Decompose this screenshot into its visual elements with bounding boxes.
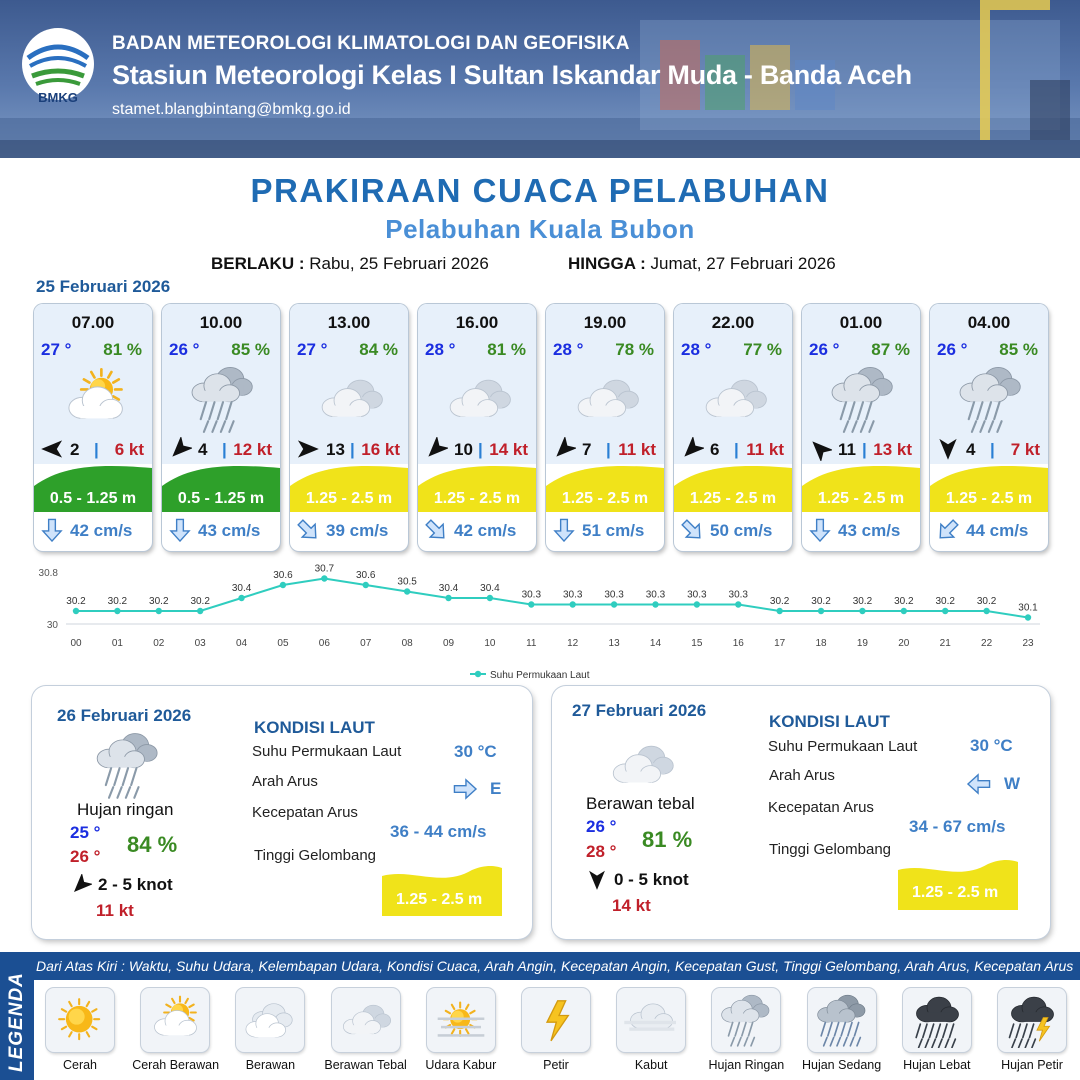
sst-point: [280, 582, 286, 588]
card-separator: |: [94, 440, 99, 459]
current-direction-icon: [424, 518, 448, 542]
day3-weather-icon: [604, 730, 680, 800]
card-humidity: 77 %: [743, 340, 782, 359]
x-tick-label: 15: [691, 638, 703, 649]
hujan-petir-icon: [1002, 992, 1062, 1048]
y-tick-label: 30.8: [38, 568, 58, 579]
card-separator: |: [478, 440, 483, 459]
legend-item-label: Petir: [543, 1058, 569, 1072]
berawan-tebal-icon: [312, 364, 390, 434]
valid-from-label: BERLAKU :: [211, 254, 305, 273]
forecast-card: [418, 304, 536, 551]
sst-point: [238, 595, 244, 601]
sst-point: [404, 588, 410, 594]
legend-item-label: Udara Kabur: [425, 1058, 497, 1072]
day3-temp-min: 26 °: [586, 817, 617, 836]
hujan-ringan-icon: [952, 364, 1030, 434]
day2-sst-value: 30 °C: [454, 742, 497, 761]
sst-data-label: 30.4: [480, 583, 500, 594]
legend-item-hujan-petir: [989, 988, 1075, 1072]
forecast-card: [546, 304, 664, 551]
legend-item-berawan-tebal: [323, 988, 409, 1072]
wind-direction-icon: [808, 437, 832, 461]
header-banner: [0, 0, 1080, 158]
forecast-card: [802, 304, 920, 551]
sst-point: [528, 601, 534, 607]
day2-kec-label: Kecepatan Arus: [252, 804, 358, 821]
udara-kabur-icon: [431, 992, 491, 1048]
x-tick-label: 17: [774, 638, 786, 649]
legend-item-kabut: [608, 988, 694, 1072]
hujan-ringan-icon: [716, 992, 776, 1048]
sst-data-label: 30.2: [66, 596, 86, 607]
current-direction-icon: [680, 518, 704, 542]
day3-gel-label: Tinggi Gelombang: [769, 841, 892, 858]
sst-point: [321, 575, 327, 581]
card-current-speed: 44 cm/s: [966, 521, 1029, 540]
card-separator: |: [734, 440, 739, 459]
day2-humidity: 84 %: [127, 832, 178, 857]
valid-from: [211, 254, 489, 274]
x-tick-label: 23: [1022, 638, 1034, 649]
sst-point: [363, 582, 369, 588]
sst-data-label: 30.2: [894, 596, 914, 607]
legend-item-hujan-sedang: [799, 988, 885, 1072]
card-gust: 13 kt: [873, 440, 912, 459]
sst-point: [73, 608, 79, 614]
x-tick-label: 10: [484, 638, 496, 649]
day2-arah-value: E: [490, 779, 502, 798]
card-separator: |: [350, 440, 355, 459]
x-tick-label: 09: [442, 638, 455, 649]
card-gust: 6 kt: [114, 440, 144, 459]
hujan-ringan-icon: [824, 364, 902, 434]
sst-data-label: 30.5: [397, 576, 417, 588]
card-wave-height: 1.25 - 2.5 m: [817, 490, 905, 507]
x-tick-label: 22: [981, 638, 993, 649]
day2-gel-label: Tinggi Gelombang: [254, 847, 377, 864]
card-wind-speed: 6: [710, 440, 720, 459]
card-wave-height: 1.25 - 2.5 m: [433, 490, 521, 507]
legend: [0, 952, 1080, 1080]
day3-condition: Berawan tebal: [586, 794, 695, 813]
hujan-ringan-icon: [184, 364, 262, 434]
current-direction-icon: [936, 518, 960, 542]
day3-arah-label: Arah Arus: [769, 767, 835, 784]
sst-data-label: 30.3: [521, 589, 542, 601]
day3-sst-label: Suhu Permukaan Laut: [768, 738, 918, 755]
card-current-speed: 43 cm/s: [838, 521, 901, 540]
valid-to: [568, 254, 836, 274]
card-time: 13.00: [327, 313, 371, 332]
legend-marker: [475, 671, 481, 677]
card-temperature: 26 °: [937, 340, 968, 359]
port-name: Pelabuhan Kuala Bubon: [385, 214, 695, 244]
sst-data-label: 30.7: [314, 563, 335, 575]
cerah-berawan-icon: [56, 364, 134, 434]
forecast-card: [290, 304, 408, 551]
card-wave-height: 0.5 - 1.25 m: [49, 490, 137, 507]
card-temperature: 28 °: [425, 340, 456, 359]
day2-gust: 11 kt: [96, 901, 134, 920]
legend-item-label: Berawan Tebal: [324, 1058, 407, 1072]
current-direction-icon: [40, 518, 64, 542]
wind-direction-icon: [40, 437, 64, 461]
card-time: 10.00: [199, 313, 243, 332]
legend-icon-box: [903, 988, 971, 1052]
legend-item-udara-kabur: [418, 988, 504, 1072]
card-separator: |: [862, 440, 867, 459]
legend-item-label: Cerah: [62, 1058, 98, 1072]
x-tick-label: 02: [153, 638, 165, 649]
day2-arah-label: Arah Arus: [252, 773, 318, 790]
card-temperature: 28 °: [553, 340, 584, 359]
x-tick-label: 19: [856, 638, 868, 649]
sst-data-label: 30.2: [976, 596, 997, 607]
card-temperature: 27 °: [41, 340, 72, 359]
card-wind-speed: 7: [582, 440, 592, 459]
card-temperature: 26 °: [809, 340, 840, 359]
day2-temp-min: 25 °: [70, 823, 101, 842]
card-time: 01.00: [839, 313, 883, 332]
sst-point: [694, 601, 700, 607]
sst-data-label: 30.3: [562, 589, 583, 601]
day2-sst-label: Suhu Permukaan Laut: [252, 743, 402, 760]
sst-point: [156, 608, 162, 614]
day2-kec-value: 36 - 44 cm/s: [390, 822, 487, 841]
valid-from-value: Rabu, 25 Februari 2026: [309, 254, 489, 273]
card-gust: 11 kt: [746, 440, 784, 459]
day2-gel-value: 1.25 - 2.5 m: [396, 891, 483, 908]
legend-icon-box: [332, 988, 400, 1052]
x-tick-label: 06: [318, 638, 330, 649]
card-separator: |: [606, 440, 611, 459]
y-tick-label: 30: [46, 620, 58, 631]
legend-item-hujan-lebat: [894, 988, 980, 1072]
sst-data-label: 30.2: [107, 596, 128, 607]
card-current-speed: 42 cm/s: [70, 521, 133, 540]
card-current-speed: 42 cm/s: [454, 521, 517, 540]
card-gust: 7 kt: [1010, 440, 1040, 459]
legend-item-label: Berawan: [245, 1058, 296, 1072]
x-tick-label: 13: [608, 638, 620, 649]
sst-data-label: 30.2: [190, 596, 210, 607]
card-humidity: 81 %: [103, 340, 142, 359]
berawan-tebal-icon: [604, 730, 680, 800]
day3-kec-value: 34 - 67 cm/s: [909, 817, 1006, 836]
card-humidity: 78 %: [615, 340, 654, 359]
legend-item-label: Kabut: [634, 1058, 668, 1072]
kabut-icon: [621, 992, 681, 1048]
card-current-speed: 50 cm/s: [710, 521, 773, 540]
legend-side: [0, 952, 34, 1080]
legend-title: LEGENDA: [6, 972, 27, 1072]
berawan-tebal-icon: [336, 992, 396, 1048]
x-tick-label: 04: [236, 638, 248, 649]
day3-kec-label: Kecepatan Arus: [768, 799, 874, 816]
card-wind-speed: 11: [838, 440, 856, 459]
x-tick-label: 20: [898, 638, 910, 649]
card-wind-speed: 10: [454, 440, 473, 459]
sst-data-label: 30.4: [438, 583, 459, 594]
sst-data-label: 30.2: [769, 596, 790, 607]
day3-temp-max: 28 °: [586, 842, 617, 861]
card-separator: |: [990, 440, 995, 459]
forecast-card: [162, 304, 280, 551]
current-direction-icon: [168, 518, 192, 542]
sst-data-label: 30.6: [273, 570, 293, 581]
sst-point: [611, 601, 617, 607]
card-separator: |: [222, 440, 227, 459]
sst-data-label: 30.2: [935, 596, 955, 607]
station-name: Stasiun Meteorologi Kelas I Sultan Iskandar Muda - Banda Aceh: [112, 60, 912, 90]
station-email[interactable]: stamet.blangbintang@bmkg.go.id: [112, 101, 351, 118]
card-wind-speed: 2: [70, 440, 80, 459]
card-wave-height: 0.5 - 1.25 m: [177, 490, 265, 507]
wind-direction-icon: [424, 437, 448, 461]
legend-icon-box: [141, 988, 209, 1052]
legend-icon-box: [617, 988, 685, 1052]
legend-item-label: Hujan Petir: [1001, 1058, 1063, 1072]
card-gust: 14 kt: [489, 440, 528, 459]
legend-icon-box: [522, 988, 590, 1052]
petir-icon: [526, 992, 586, 1048]
card-temperature: 26 °: [169, 340, 200, 359]
x-tick-label: 05: [277, 638, 289, 649]
sst-data-label: 30.2: [852, 596, 873, 607]
bmkg-logo: [20, 26, 96, 112]
sst-point: [114, 608, 120, 614]
card-gust: 16 kt: [361, 440, 400, 459]
day3-gel-value: 1.25 - 2.5 m: [912, 884, 999, 901]
x-tick-label: 14: [649, 638, 662, 649]
wind-direction-icon: [296, 437, 320, 461]
legend-item-label: Hujan Ringan: [708, 1058, 785, 1072]
sst-point: [1025, 614, 1031, 620]
card-temperature: 27 °: [297, 340, 328, 359]
legend-item-label: Hujan Sedang: [801, 1058, 882, 1072]
x-tick-label: 12: [567, 638, 579, 649]
day3-wind-arrow-icon: [586, 869, 608, 891]
day3-current-arrow-icon: [966, 773, 992, 795]
legend-icon-box: [712, 988, 780, 1052]
card-time: 19.00: [583, 313, 627, 332]
org-name: BADAN METEOROLOGI KLIMATOLOGI DAN GEOFISIKA: [112, 33, 630, 54]
legend-icon-box: [46, 988, 114, 1052]
legend-icon-box: [808, 988, 876, 1052]
valid-to-value: Jumat, 27 Februari 2026: [650, 254, 836, 273]
sst-data-label: 30.1: [1018, 602, 1038, 614]
wind-direction-icon: [552, 437, 576, 461]
day2-wind-arrow-icon: [70, 874, 92, 896]
legend-label: Suhu Permukaan Laut: [490, 670, 590, 681]
page-title: PRAKIRAAN CUACA PELABUHAN: [250, 172, 830, 209]
sst-data-label: 30.3: [645, 589, 666, 601]
card-time: 07.00: [71, 313, 115, 332]
cerah-icon: [50, 992, 110, 1048]
legend-description: Dari Atas Kiri : Waktu, Suhu Udara, Kelembapan Udara, Kondisi Cuaca, Arah Angin, Kecepatan Angin, Kecepatan Gust, Tinggi Gelombang, Arah Arus, Kecepatan Arus: [34, 952, 1080, 980]
day3-date: 27 Februari 2026: [572, 701, 707, 720]
card-wave-height: 1.25 - 2.5 m: [945, 490, 1033, 507]
day2-current-arrow-icon: [452, 778, 478, 800]
card-humidity: 85 %: [999, 340, 1038, 359]
card-wave-height: 1.25 - 2.5 m: [305, 490, 393, 507]
sst-data-label: 30.2: [811, 596, 831, 607]
hujan-ringan-icon: [90, 730, 166, 800]
cerah-berawan-icon: [145, 992, 205, 1048]
day1-date: 25 Februari 2026: [36, 277, 171, 296]
sst-point: [942, 608, 948, 614]
current-direction-icon: [552, 518, 576, 542]
x-tick-label: 18: [815, 638, 827, 649]
x-tick-label: 01: [111, 638, 123, 649]
legend-item-hujan-ringan: [703, 988, 789, 1072]
sst-point: [859, 608, 865, 614]
valid-to-label: HINGGA :: [568, 254, 646, 273]
forecast-card: [34, 304, 152, 551]
wind-direction-icon: [168, 437, 192, 461]
card-current-speed: 43 cm/s: [198, 521, 261, 540]
sst-series-line: [76, 576, 1028, 618]
hujan-sedang-icon: [812, 992, 872, 1048]
day3-gust: 14 kt: [612, 896, 651, 915]
card-humidity: 81 %: [487, 340, 526, 359]
sst-point: [197, 608, 203, 614]
card-time: 04.00: [967, 313, 1011, 332]
berawan-tebal-icon: [568, 364, 646, 434]
sst-point: [652, 601, 658, 607]
x-tick-label: 11: [526, 638, 537, 649]
card-current-speed: 39 cm/s: [326, 521, 389, 540]
sst-point: [569, 601, 575, 607]
berawan-icon: [240, 992, 300, 1048]
x-tick-label: 21: [939, 638, 951, 649]
x-tick-label: 16: [732, 638, 744, 649]
day3-kondisi-title: KONDISI LAUT: [769, 712, 890, 731]
card-time: 22.00: [711, 313, 755, 332]
current-direction-icon: [808, 518, 832, 542]
wind-direction-icon: [936, 437, 960, 461]
legend-icon-box: [236, 988, 304, 1052]
forecast-card: [674, 304, 792, 551]
sst-chart: [30, 562, 1060, 682]
sst-data-label: 30.6: [356, 570, 376, 581]
card-humidity: 87 %: [871, 340, 910, 359]
card-current-speed: 51 cm/s: [582, 521, 645, 540]
day2-panel: [32, 686, 532, 939]
legend-item-label: Cerah Berawan: [132, 1058, 220, 1072]
sst-point: [818, 608, 824, 614]
day2-date: 26 Februari 2026: [57, 706, 192, 725]
day3-panel: [552, 686, 1050, 939]
x-tick-label: 00: [70, 638, 82, 649]
card-humidity: 84 %: [359, 340, 398, 359]
sst-data-label: 30.3: [687, 589, 707, 601]
card-humidity: 85 %: [231, 340, 270, 359]
legend-item-cerah: [37, 988, 123, 1072]
card-wave-height: 1.25 - 2.5 m: [689, 490, 777, 507]
legend-item-petir: [513, 988, 599, 1072]
day2-temp-max: 26 °: [70, 847, 101, 866]
sst-data-label: 30.2: [149, 596, 169, 607]
day2-weather-icon: [90, 730, 166, 800]
forecast-cards: [34, 304, 1054, 552]
sst-point: [983, 608, 989, 614]
sst-point: [487, 595, 493, 601]
card-temperature: 28 °: [681, 340, 712, 359]
wind-direction-icon: [680, 437, 704, 461]
day3-sst-value: 30 °C: [970, 736, 1013, 755]
card-gust: 11 kt: [618, 440, 656, 459]
sst-data-label: 30.3: [728, 589, 748, 601]
card-gust: 12 kt: [233, 440, 272, 459]
logo-text: BMKG: [38, 90, 78, 105]
sst-point: [735, 601, 741, 607]
x-tick-label: 07: [360, 638, 372, 649]
current-direction-icon: [296, 518, 320, 542]
x-tick-label: 03: [194, 638, 206, 649]
day2-kondisi-title: KONDISI LAUT: [254, 718, 375, 737]
legend-item-cerah-berawan: [132, 988, 218, 1072]
sst-data-label: 30.3: [604, 589, 624, 601]
day2-wind: 2 - 5 knot: [98, 875, 173, 894]
day2-condition: Hujan ringan: [77, 800, 174, 819]
card-time: 16.00: [455, 313, 499, 332]
berawan-tebal-icon: [440, 364, 518, 434]
day3-humidity: 81 %: [642, 827, 693, 852]
sst-point: [901, 608, 907, 614]
legend-icon-box: [998, 988, 1066, 1052]
legend-item-label: Hujan Lebat: [903, 1058, 971, 1072]
forecast-card: [930, 304, 1048, 551]
day3-wind: 0 - 5 knot: [614, 870, 689, 889]
card-wind-speed: 4: [198, 440, 208, 459]
sst-point: [445, 595, 451, 601]
sst-point: [776, 608, 782, 614]
card-wind-speed: 13: [326, 440, 345, 459]
card-wind-speed: 4: [966, 440, 976, 459]
card-wave-height: 1.25 - 2.5 m: [561, 490, 649, 507]
day3-arah-value: W: [1004, 774, 1021, 793]
berawan-tebal-icon: [696, 364, 774, 434]
x-tick-label: 08: [401, 638, 413, 649]
legend-item-berawan: [227, 988, 313, 1072]
legend-icon-box: [427, 988, 495, 1052]
hujan-lebat-icon: [907, 992, 967, 1048]
sst-data-label: 30.4: [231, 583, 252, 594]
